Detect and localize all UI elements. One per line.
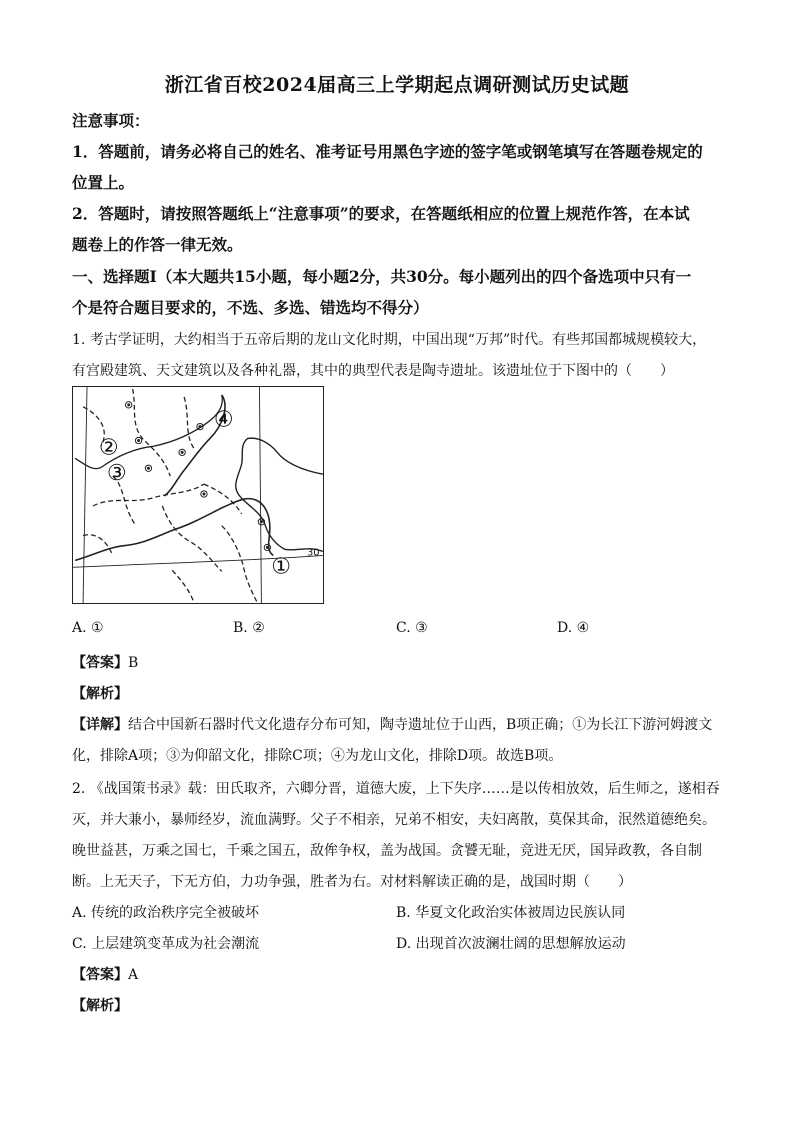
q1-option-b[interactable]: B. ② [233,620,265,636]
q2-option-a[interactable]: A. 传统的政治秩序完全被破坏 [72,905,260,921]
q2-stem-line-1: 2. 《战国策书录》载：田氏取齐，六卿分晋，道德大废，上下失序……是以传相放效，后生师之，遂相吞 [72,781,720,797]
page-title: 浙江省百校2024届高三上学期起点调研测试历史试题 [164,74,630,96]
q1-analysis-tag: 【解析】 [72,686,128,702]
q2-stem-line-3: 晚世益甚，万乘之国七，千乘之国五，敌侔争权，盖为战国。贪饕无耻，竞进无厌，国异政教，各自制 [72,843,702,859]
map-label-4: ④ [213,407,234,433]
section-heading-line-2: 个是符合题目要求的，不选、多选、错选均不得分） [72,298,429,317]
q1-answer-value: B [128,655,139,671]
q1-option-d[interactable]: D. ④ [557,620,590,636]
q1-answer [72,652,754,672]
q1-detail-line-1 [72,714,754,734]
note-item-1-line-2: 位置上。 [72,173,135,192]
q1-stem-line-1: 1. 考古学证明，大约相当于五帝后期的龙山文化时期，中国出现“万邦”时代。有些邦国都城规模较大， [72,332,707,348]
q1-map-figure [72,386,324,604]
notes-heading: 注意事项： [72,111,150,130]
q2-option-c[interactable]: C. 上层建筑变革成为社会潮流 [72,936,260,952]
q1-analysis [72,683,754,703]
q1-stem-line-2: 有宫殿建筑、天文建筑以及各种礼器，其中的典型代表是陶寺遗址。该遗址位于下图中的（ ） [72,363,674,379]
q1-option-c[interactable]: C. ③ [396,620,428,636]
note-item-1-line-1: 1．答题前，请务必将自己的姓名、准考证号用黑色字迹的签字笔或钢笔填写在答题卷规定的 [72,142,703,161]
q2-stem-line-2: 灭，并大兼小，暴师经岁，流血满野。父子不相亲，兄弟不相安，夫妇离散，莫保其命，泯然道德绝矣。 [72,812,716,828]
map-label-2: ② [98,435,119,461]
q2-analysis [72,995,754,1015]
q2-answer-tag: 【答案】 [72,967,128,983]
map-label-3: ③ [106,461,127,487]
coastline [236,438,323,551]
q2-answer [72,964,754,984]
q1-answer-tag: 【答案】 [72,655,128,671]
yellow-river [75,395,222,469]
note-item-2-line-2: 题卷上的作答一律无效。 [72,235,243,254]
note-item-2-line-1: 2．答题时，请按照答题纸上“注意事项”的要求，在答题纸相应的位置上规范作答，在本试 [72,204,690,223]
q1-option-a[interactable]: A. ① [72,620,104,636]
q1-detail-text-1: 结合中国新石器时代文化遗存分布可知，陶寺遗址位于山西，B项正确；①为长江下游河姆渡文 [128,717,713,733]
q2-stem-line-4: 断。上无天子，下无方伯，力功争强，胜者为右。对材料解读正确的是，战国时期（ ） [72,874,632,890]
q2-option-b[interactable]: B. 华夏文化政治实体被周边民族认同 [396,905,626,921]
q2-option-d[interactable]: D. 出现首次波澜壮阔的思想解放运动 [396,936,626,952]
q2-answer-value: A [128,967,139,983]
section-heading-line-1: 一、选择题Ⅰ（本大题共15小题，每小题2分，共30分。每小题列出的四个备选项中只有一 [72,267,692,286]
yangtze-river [75,499,273,561]
map-latitude-label: 30 [306,547,320,559]
q2-analysis-tag: 【解析】 [72,998,128,1014]
q1-detail-tag: 【详解】 [72,717,128,733]
map-label-1: ① [271,554,291,580]
q1-detail-line-2: 化，排除A项；③为仰韶文化，排除C项；④为龙山文化，排除D项。故选B项。 [72,748,563,764]
